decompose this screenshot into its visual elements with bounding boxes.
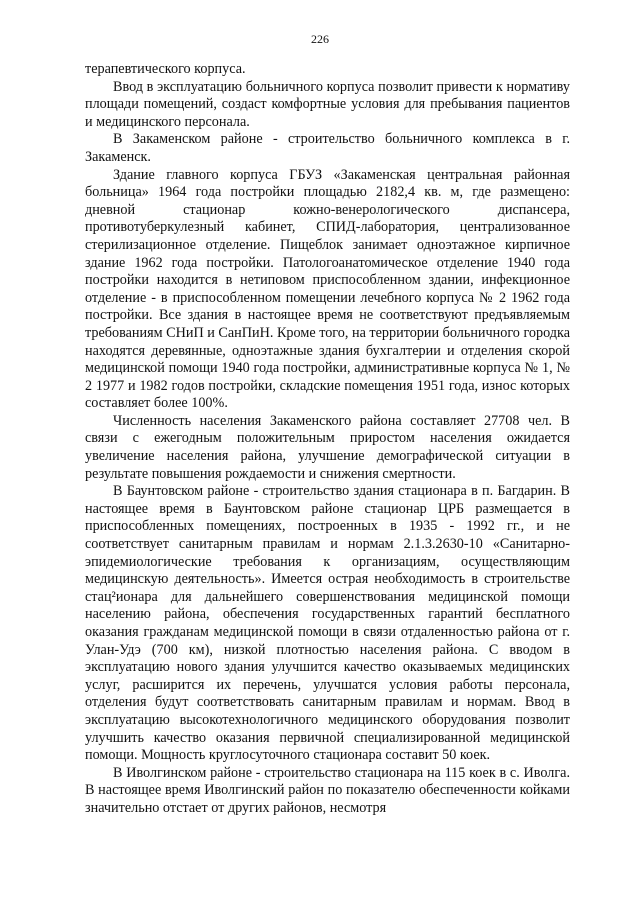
paragraph-zakamensk-population: Численность населения Закаменского района составляет 27708 чел. В связи с ежегодным положительным приростом населения ожидается увеличение населения района, улучшение демографической ситуации в результате повышения рождаемости и снижения смертности.: [85, 412, 570, 482]
document-body: [85, 61, 570, 818]
paragraph-continuation: терапевтического корпуса.: [85, 61, 246, 77]
paragraph-ivolginsky-district: В Иволгинском районе - строительство стационара на 115 коек в с. Иволга. В настоящее время Иволгинский район по показателю обеспеченности койками значительно отстает от других районов, несмотря: [85, 764, 570, 816]
paragraph-zakamensk-main-building: Здание главного корпуса ГБУЗ «Закаменская центральная районная больница» 1964 года постройки площадью 2182,4 кв. м, где размещено: дневной стационар кожно-венерологического диспансера, противотуберкулезный кабинет, СПИД-лаборатория, централизованное стерилизационное отделение. Пищеблок занимает одноэтажное кирпичное здание 1962 года постройки. Патологоанатомическое отделение 1940 года постройки находится в нетиповом приспособленном здании, инфекционное отделение - в приспособленном помещении лечебного корпуса № 2 1962 года постройки. Все здания в настоящее время не соответствуют предъявляемым требованиям СНиП и СанПиН. Кроме того, на территории больничного городка находятся деревянные, одноэтажные здания бухгалтерии и отделения скорой медицинской помощи 1940 года постройки, административные корпуса № 1, № 2 1977 и 1982 годов постройки, складские помещения 1951 года, износ которых составляет более 100%.: [85, 166, 570, 412]
page-number: 226: [311, 32, 329, 46]
paragraph-bauntovsky-district: В Баунтовском районе - строительство здания стационара в п. Багдарин. В настоящее время в Баунтовском районе стационар ЦРБ размещается в приспособленных помещениях, построенных в 1935 - 1992 гг., и не соответствует санитарным правилам и нормам 2.1.3.2630-10 «Санитарно-эпидемиологические требования к организациям, осуществляющим медицинскую деятельность». Имеется острая необходимость в строительстве стац²ионара для дальнейшего совершенствования медицинской помощи населению района, обеспечения государственных гарантий бесплатного оказания гражданам медицинской помощи в связи отдаленностью района от г. Улан-Удэ (700 км), низкой плотностью населения района. С вводом в эксплуатацию нового здания улучшится качество оказываемых медицинских услуг, расширится их перечень, улучшатся условия работы персонала, отделения будут соответствовать санитарным правилам и нормам. Ввод в эксплуатацию высокотехнологичного медицинского оборудования позволит улучшить качество оказания первичной специализированной медицинской помощи. Мощность круглосуточного стационара составит 50 коек.: [85, 483, 570, 764]
paragraph-zakamensk-district: В Закаменском районе - строительство больничного комплекса в г. Закаменск.: [85, 131, 570, 165]
paragraph-hospital-building-commissioning: Ввод в эксплуатацию больничного корпуса позволит привести к нормативу площади помещений, создаст комфортные условия для пребывания пациентов и медицинского персонала.: [85, 78, 570, 130]
